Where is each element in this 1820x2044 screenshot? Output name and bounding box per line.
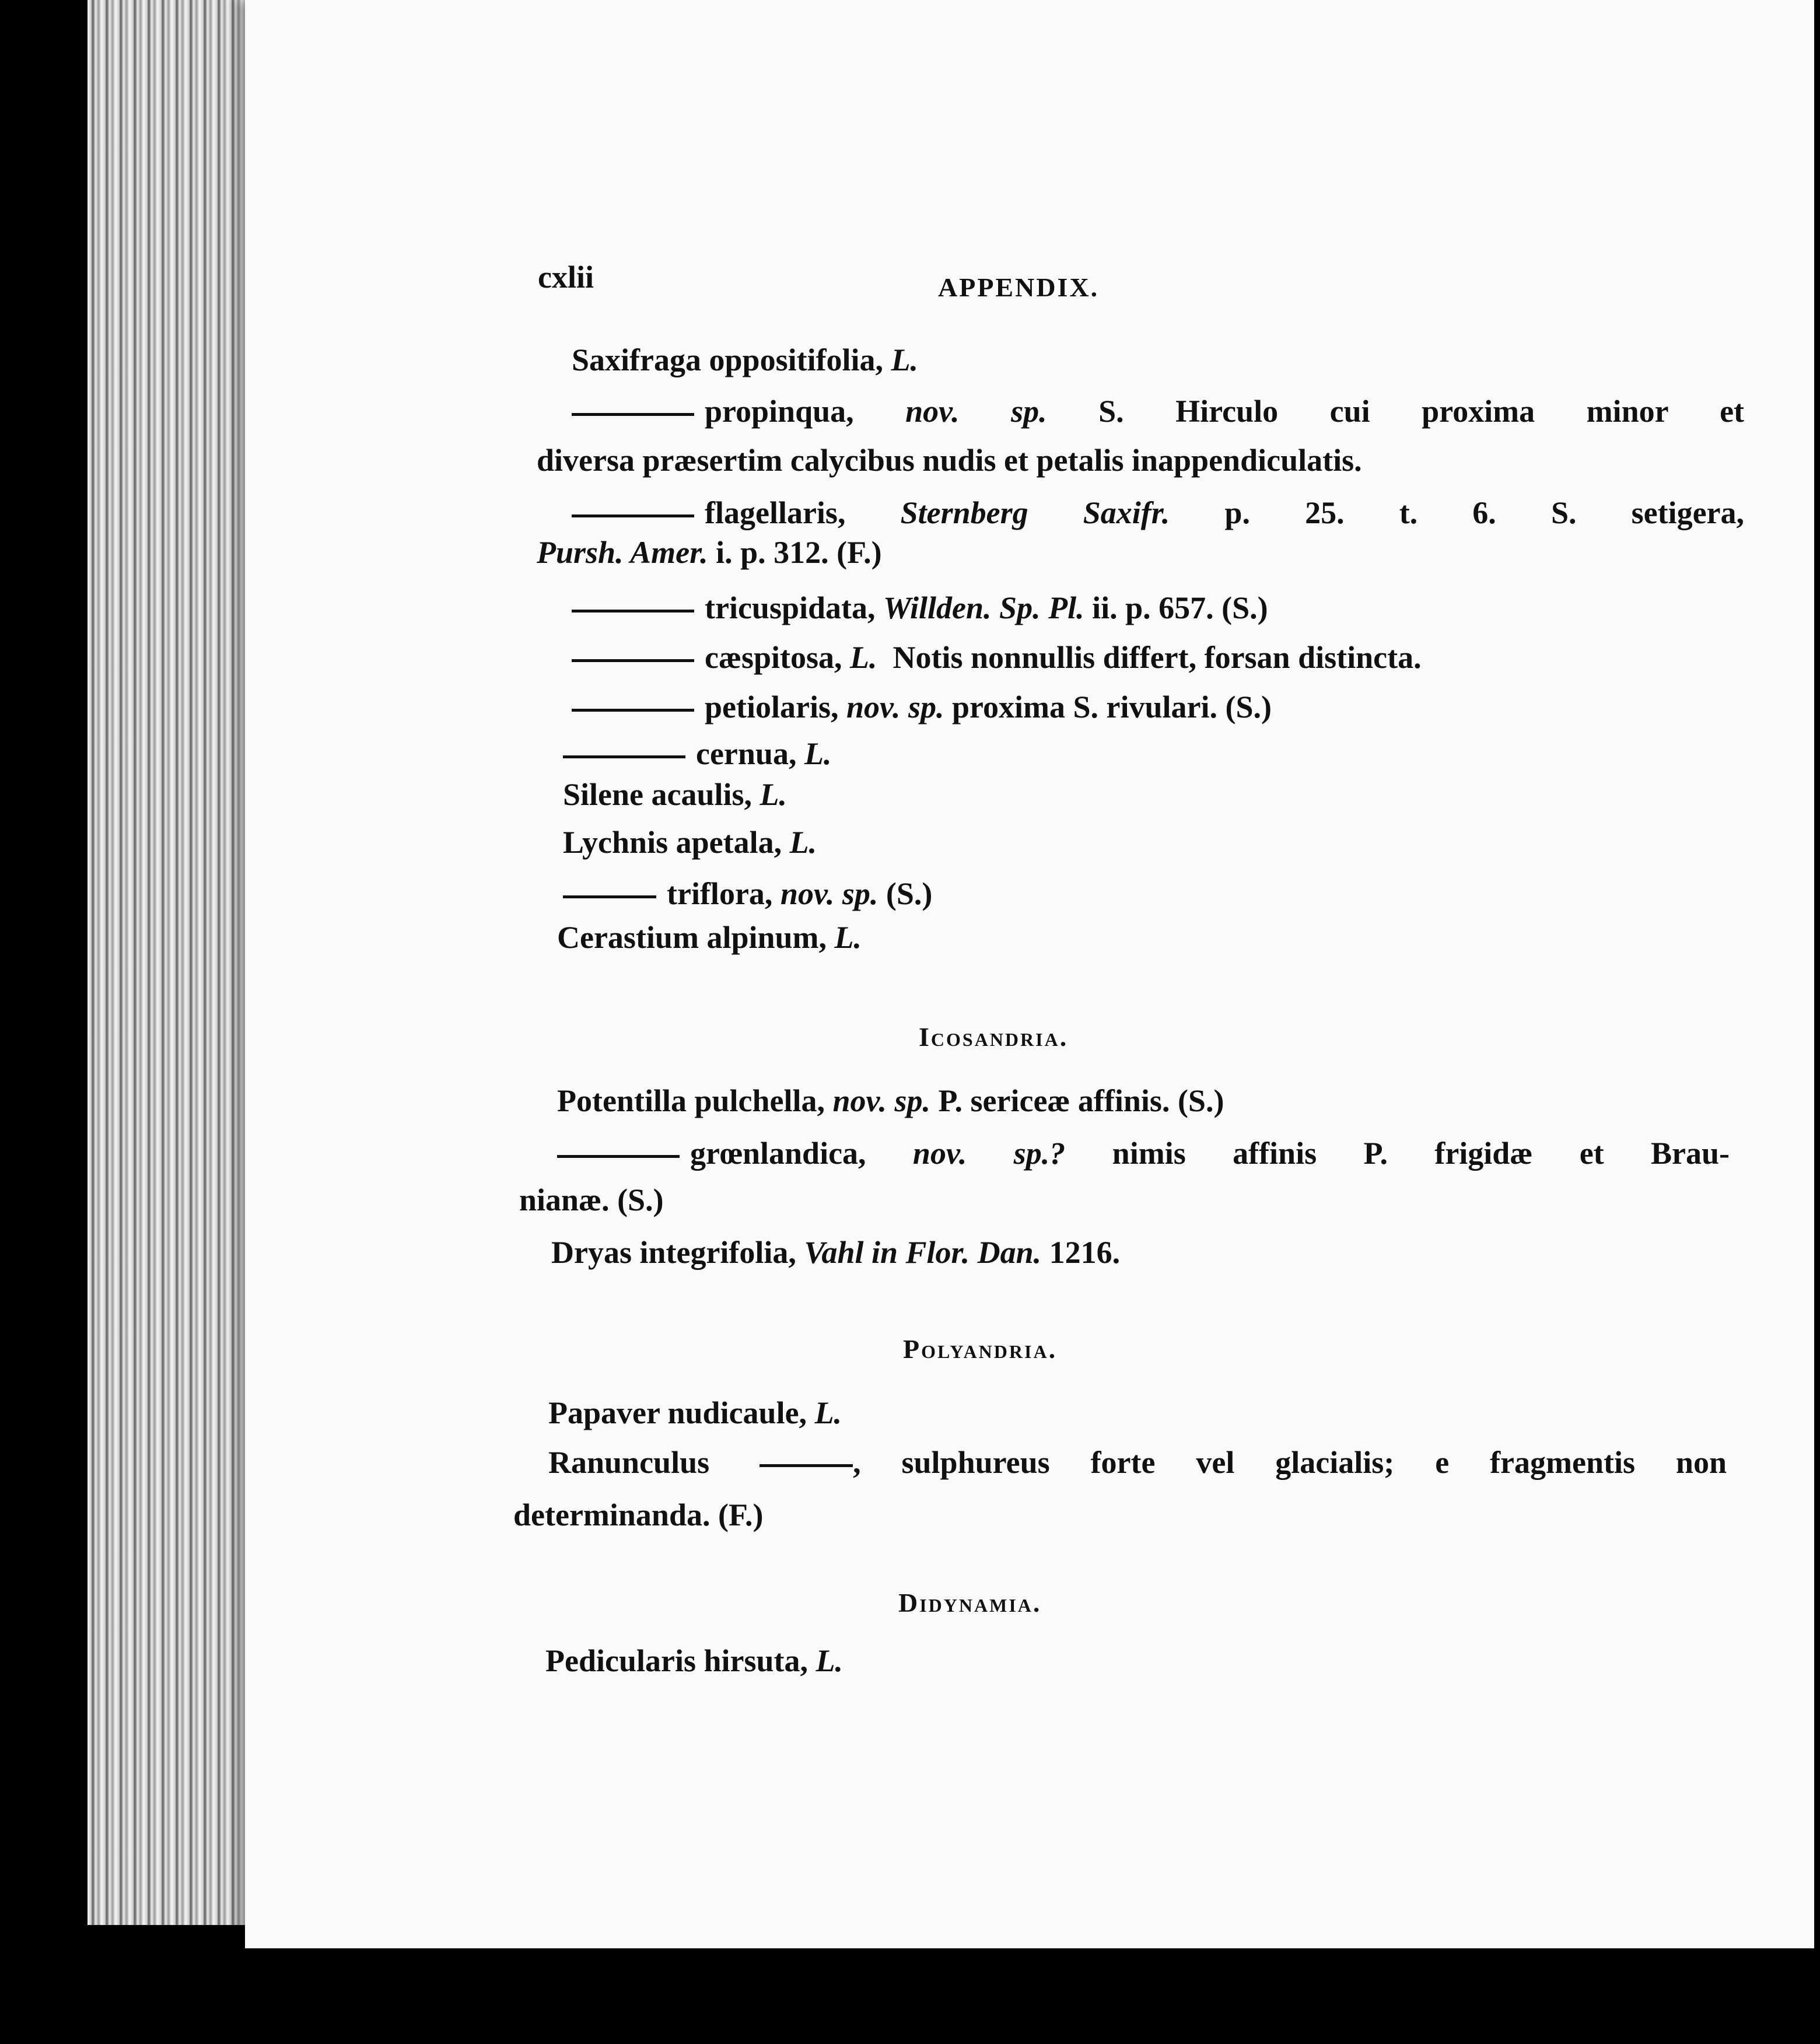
entry-potentilla-pulchella: Potentilla pulchella, nov. sp. P. sericeæ affinis. (S.): [557, 1083, 1224, 1118]
page-number: cxlii: [538, 260, 594, 295]
author-abbr: L.: [891, 342, 919, 377]
running-title: APPENDIX.: [938, 272, 1100, 302]
section-heading-polyandria: Polyandria.: [903, 1334, 1058, 1364]
entry-silene-acaulis: Silene acaulis, L.: [563, 777, 788, 812]
species-name: oppositifolia,: [709, 342, 884, 377]
ditto-dash: [572, 610, 694, 612]
entry-propinqua: propinqua, nov. sp. S. Hirculo cui proxima minor et: [572, 396, 1744, 427]
entry-tricuspidata: tricuspidata, Willden. Sp. Pl. ii. p. 657. (S.): [572, 592, 1268, 624]
entry-flagellaris: flagellaris, Sternberg Saxifr. p. 25. t. 6. S. setigera,: [572, 497, 1744, 528]
entry-propinqua-cont: diversa præsertim calycibus nudis et petalis inappendiculatis.: [537, 443, 1362, 478]
book-page: [245, 0, 1814, 1948]
section-heading-didynamia: Didynamia.: [898, 1588, 1042, 1618]
entry-dryas-integrifolia: Dryas integrifolia, Vahl in Flor. Dan. 1216.: [551, 1235, 1121, 1270]
entry-cernua: cernua, L.: [563, 738, 831, 769]
entry-triflora: triflora, nov. sp. (S.): [563, 878, 932, 909]
entry-saxifraga-oppositifolia: [572, 344, 918, 376]
section-heading-icosandria: Icosandria.: [919, 1022, 1069, 1052]
entry-caespitosa: cæspitosa, L. Notis nonnullis differt, forsan distincta.: [572, 642, 1422, 673]
genus-name: Saxifraga: [572, 342, 701, 377]
entry-cerastium-alpinum: Cerastium alpinum, L.: [557, 920, 862, 955]
ditto-dash: [572, 709, 694, 712]
ditto-dash: [572, 514, 694, 517]
entry-ranunculus: Ranunculus , sulphureus forte vel glacialis; e fragmentis non: [548, 1445, 1727, 1480]
blank-dash: [760, 1464, 853, 1467]
entry-ranunculus-cont: determinanda. (F.): [513, 1497, 764, 1532]
ditto-dash: [563, 895, 656, 898]
ditto-dash: [572, 659, 694, 662]
ditto-dash: [557, 1155, 680, 1158]
book-page-edges: [88, 0, 262, 1925]
ditto-dash: [563, 755, 685, 758]
entry-lychnis-apetala: Lychnis apetala, L.: [563, 825, 817, 860]
ditto-dash: [572, 413, 694, 416]
entry-potentilla-groenlandica-cont: nianæ. (S.): [519, 1182, 664, 1217]
entry-petiolaris: petiolaris, nov. sp. proxima S. rivulari. (S.): [572, 691, 1272, 723]
entry-pedicularis-hirsuta: Pedicularis hirsuta, L.: [545, 1643, 844, 1678]
entry-potentilla-groenlandica: grœnlandica, nov. sp.? nimis affinis P. frigidæ et Brau-: [557, 1138, 1730, 1169]
entry-papaver-nudicaule: Papaver nudicaule, L.: [548, 1395, 842, 1430]
entry-flagellaris-cont: Pursh. Amer. i. p. 312. (F.): [537, 535, 882, 570]
